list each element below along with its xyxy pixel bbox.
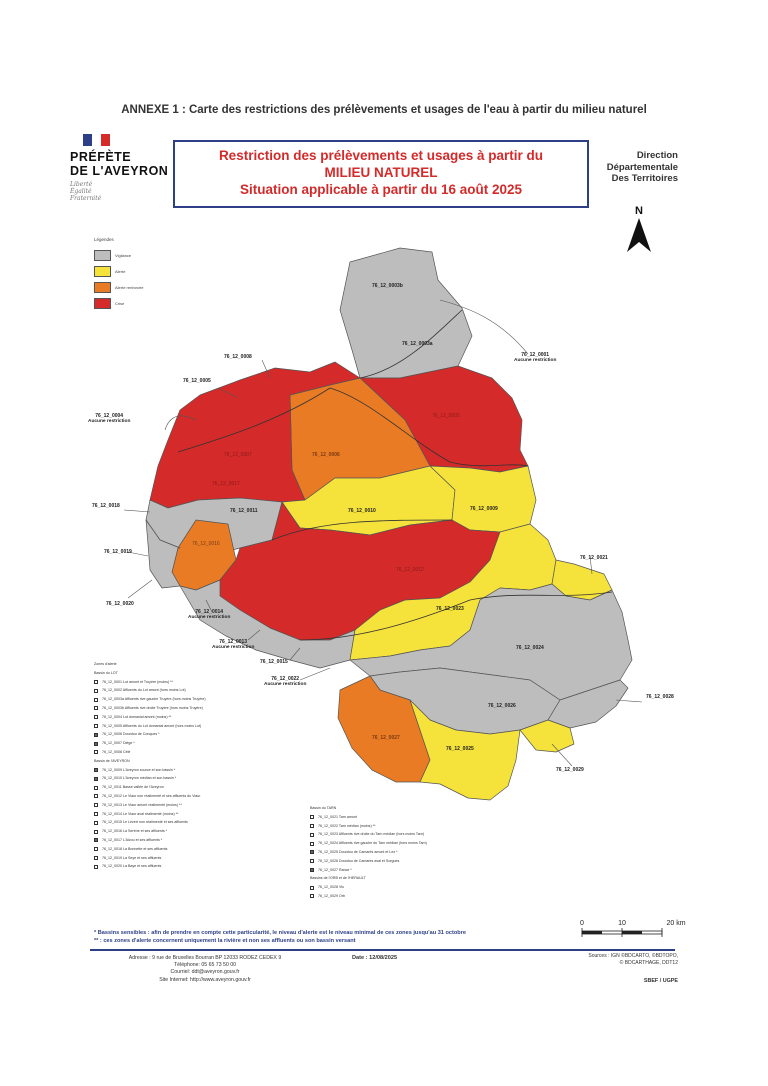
zone-label-0012: 76_12_0012 bbox=[396, 567, 424, 573]
list-item bbox=[94, 845, 314, 854]
zone-checkbox[interactable] bbox=[310, 833, 314, 837]
zone-item-text: 76_12_0022 Tarn médian (moins) ** bbox=[318, 823, 376, 828]
zone-code: 76_12_0013 bbox=[219, 639, 248, 645]
zone-checkbox[interactable] bbox=[94, 706, 98, 710]
zone-checkbox[interactable] bbox=[310, 868, 314, 872]
zone-code: 76_12_0014 bbox=[195, 609, 224, 615]
list-item bbox=[94, 704, 314, 713]
logo-line-1: PRÉFÈTE bbox=[70, 150, 132, 164]
zone-code: 76_12_0004 bbox=[95, 413, 124, 419]
direction-line-2: Départementale bbox=[606, 161, 678, 173]
zone-checkbox[interactable] bbox=[94, 698, 98, 702]
zone-note: Aucune restriction bbox=[264, 682, 307, 687]
zone-checkbox[interactable] bbox=[310, 815, 314, 819]
list-item bbox=[94, 686, 314, 695]
zone-0003-area bbox=[340, 248, 472, 378]
footer-website[interactable]: Site Internet: http://www.aveyron.gouv.fr bbox=[159, 976, 251, 983]
zone-label-0029: 76_12_0029 bbox=[556, 767, 584, 773]
sources-line-2: © BDCARTHAGE, DDT12 bbox=[619, 959, 678, 966]
zone-item-text: 76_12_0027 Rance * bbox=[318, 867, 352, 872]
zone-label-0004 bbox=[88, 413, 130, 425]
legend-swatch bbox=[94, 298, 111, 309]
zone-checkbox[interactable] bbox=[310, 850, 314, 854]
zone-checkbox[interactable] bbox=[94, 768, 98, 772]
zone-label-0010: 76_12_0010 bbox=[348, 508, 376, 514]
zone-checkbox[interactable] bbox=[94, 724, 98, 728]
zone-label-0003b: 76_12_0003b bbox=[372, 283, 403, 289]
footer-service: SBEF / UGPE bbox=[643, 978, 678, 984]
motto-egalite: Égalité bbox=[70, 188, 92, 195]
list-item bbox=[94, 862, 314, 871]
legend-swatch bbox=[94, 282, 111, 293]
zone-item-text: 76_12_0014 Le Viaur aval réalimenté (moins) ** bbox=[102, 811, 179, 816]
zone-item-text: 76_12_0024 Affluents rive gauche du Tarn médian (hors moins Tarn) bbox=[318, 841, 427, 846]
list-item bbox=[94, 792, 314, 801]
zone-label-0024: 76_12_0024 bbox=[516, 645, 544, 651]
north-label: N bbox=[635, 205, 643, 217]
scale-bar bbox=[578, 918, 690, 948]
zone-label-0016: 76_12_0016 bbox=[192, 541, 220, 547]
zone-item-text: 76_12_0025 Dourdou de Camarès amont et Lez * bbox=[318, 849, 398, 854]
list-item bbox=[94, 695, 314, 704]
footnote-sensitive-basins: * Bassins sensibles : afin de prendre en compte cette particularité, le niveau d'alerte est le niveau minimal de ces zones jusqu'au 31 octobre bbox=[94, 930, 466, 936]
zone-item-text: 76_12_0016 La Serène et ses affluents * bbox=[102, 829, 168, 834]
legend-swatch bbox=[94, 250, 111, 261]
list-item bbox=[310, 848, 530, 857]
zone-label-0013 bbox=[212, 639, 254, 651]
zone-checkbox[interactable] bbox=[94, 786, 98, 790]
zone-item-text: 76_12_0007 Diège * bbox=[102, 741, 135, 746]
list-item bbox=[310, 892, 530, 901]
list-item bbox=[310, 866, 530, 875]
list-item bbox=[94, 766, 314, 775]
zone-item-text: 76_12_0003a Affluents rive gauche Truyère (hors moins Truyère) bbox=[102, 697, 206, 702]
zone-checkbox[interactable] bbox=[94, 733, 98, 737]
zone-item-text: 76_12_0029 Orb bbox=[318, 893, 345, 898]
zone-label-0020: 76_12_0020 bbox=[106, 601, 134, 607]
zone-checkbox[interactable] bbox=[94, 847, 98, 851]
zone-label-0008: 76_12_0008 bbox=[224, 354, 252, 360]
zone-item-text: 76_12_0023 Affluents rive droite du Tarn médian (hors moins Tarn) bbox=[318, 832, 425, 837]
zone-item-text: 76_12_0019 La Seye et ses affluents bbox=[102, 855, 162, 860]
list-item bbox=[94, 818, 314, 827]
zone-note: Aucune restriction bbox=[514, 358, 557, 363]
zone-checkbox[interactable] bbox=[94, 750, 98, 754]
legend-label: Alerte renforcée bbox=[115, 285, 144, 290]
list-item bbox=[310, 813, 530, 822]
direction-line-3: Des Territoires bbox=[611, 173, 678, 184]
zone-label-0018: 76_12_0018 bbox=[92, 503, 120, 509]
legend-item-vigilance bbox=[94, 250, 164, 261]
zone-label-0025: 76_12_0025 bbox=[446, 746, 474, 752]
map-legend bbox=[94, 237, 164, 314]
footnote-river-only: ** : ces zones d'alerte concernent uniquement la rivière et non ses affluents ou son bassin versant bbox=[94, 938, 356, 944]
zone-checkbox[interactable] bbox=[94, 794, 98, 798]
zone-label-0003a: 76_12_0003a bbox=[402, 341, 433, 347]
zone-checkbox[interactable] bbox=[94, 838, 98, 842]
legend-item-alerte-renforcee bbox=[94, 282, 164, 293]
group-title-lot: Bassin du LOT bbox=[94, 670, 118, 675]
zone-code: 76_12_0022 bbox=[271, 676, 300, 682]
footer-email[interactable]: Courriel: ddt@aveyron.gouv.fr bbox=[170, 969, 240, 976]
direction-line-1: Direction bbox=[636, 150, 678, 161]
zone-label-0015: 76_12_0015 bbox=[260, 659, 288, 665]
footer-sources bbox=[520, 953, 678, 966]
zone-item-text: 76_12_0008 Célé bbox=[102, 749, 131, 754]
list-item bbox=[310, 857, 530, 866]
zone-item-text: 76_12_0018 La Bonnette et ses affluents bbox=[102, 846, 168, 851]
zone-label-0023: 76_12_0023 bbox=[436, 606, 464, 612]
zone-item-text: 76_12_0020 La Baye et ses affluents bbox=[102, 864, 162, 869]
zone-checkbox[interactable] bbox=[94, 803, 98, 807]
zone-label-0019: 76_12_0019 bbox=[104, 549, 132, 555]
zone-checkbox[interactable] bbox=[94, 821, 98, 825]
footnotes bbox=[94, 929, 584, 945]
zone-item-text: 76_12_0003b Affluents rive droite Truyère (hors moins Truyère) bbox=[102, 705, 203, 710]
zone-checkbox[interactable] bbox=[94, 715, 98, 719]
list-item bbox=[310, 883, 530, 892]
zone-note: Aucune restriction bbox=[88, 419, 131, 424]
zone-item-text: 76_12_0013 Le Viaur amont réalimenté (moins) ** bbox=[102, 802, 182, 807]
zone-checkbox[interactable] bbox=[94, 777, 98, 781]
list-item bbox=[94, 810, 314, 819]
zone-checkbox[interactable] bbox=[94, 680, 98, 684]
legend-label: Crise bbox=[115, 301, 125, 306]
zone-item-text: 76_12_0005 Affluents du Lot domanial amont (hors moins Lot) bbox=[102, 723, 202, 728]
footer-phone: Téléphone: 05 65 73 50 00 bbox=[173, 962, 236, 969]
scale-tick-0: 0 bbox=[580, 920, 584, 927]
zone-label-0021: 76_12_0021 bbox=[580, 555, 608, 561]
zone-label-0027: 76_12_0027 bbox=[372, 735, 400, 741]
footer-date: Date : 12/08/2025 bbox=[352, 955, 398, 961]
zone-item-text: 76_12_0002 Affluents du Lot amont (hors moins Lot) bbox=[102, 688, 186, 693]
zone-label-0014 bbox=[188, 609, 230, 621]
sources-line-1: Sources : IGN ©BDCARTO, ©BDTOPO, bbox=[588, 953, 678, 959]
zone-note: Aucune restriction bbox=[212, 645, 255, 650]
list-item bbox=[310, 822, 530, 831]
group-title-orb-herault: Bassins de l'ORB et de l'HERAULT bbox=[310, 876, 366, 881]
zone-checkbox[interactable] bbox=[310, 894, 314, 898]
list-item bbox=[94, 783, 314, 792]
list-item bbox=[310, 839, 530, 848]
scale-tick-20: 20 km bbox=[666, 920, 686, 927]
legend-label: Alerte bbox=[115, 269, 126, 274]
list-item bbox=[94, 748, 314, 757]
list-item bbox=[94, 730, 314, 739]
legend-swatch bbox=[94, 266, 111, 277]
footer-divider bbox=[90, 949, 675, 951]
zone-label-0005: 76_12_0005 bbox=[183, 378, 211, 384]
zone-label-0002: 76_12_0002 bbox=[432, 413, 460, 419]
zone-item-text: 76_12_0010 L'Aveyron médian et son bassin * bbox=[102, 776, 177, 781]
list-item bbox=[94, 836, 314, 845]
zone-label-0001 bbox=[514, 352, 556, 364]
zone-checkbox[interactable] bbox=[310, 824, 314, 828]
zone-item-text: 76_12_0006 Dourdou de Conques * bbox=[102, 732, 160, 737]
title-line-3: Situation applicable à partir du 16 août 2025 bbox=[239, 182, 523, 197]
list-item bbox=[94, 739, 314, 748]
legend-item-alerte bbox=[94, 266, 164, 277]
zone-checkbox[interactable] bbox=[94, 812, 98, 816]
list-item bbox=[94, 827, 314, 836]
list-item bbox=[94, 774, 314, 783]
zone-label-0011: 76_12_0011 bbox=[230, 508, 258, 514]
zone-item-text: 76_12_0015 Le Lézert non réalimenté et ses affluents bbox=[102, 820, 188, 825]
zones-list-header: Zones d'alerte bbox=[94, 662, 117, 666]
zone-label-0017: 76_12_0017 bbox=[212, 481, 240, 487]
annex-title: ANNEXE 1 : Carte des restrictions des prélèvements et usages de l'eau à partir du milieu naturel bbox=[121, 104, 647, 116]
zone-checkbox[interactable] bbox=[94, 742, 98, 746]
list-item bbox=[94, 713, 314, 722]
group-title-aveyron: Bassin de l'AVEYRON bbox=[94, 758, 130, 763]
zone-label-0006: 76_12_0006 bbox=[312, 452, 340, 458]
zones-list-right bbox=[310, 804, 530, 901]
list-item bbox=[94, 722, 314, 731]
zone-checkbox[interactable] bbox=[94, 830, 98, 834]
logo-line-2: DE L'AVEYRON bbox=[70, 164, 169, 178]
legend-label: Vigilance bbox=[115, 253, 132, 258]
zone-checkbox[interactable] bbox=[310, 859, 314, 863]
group-title-tarn: Bassin du TARN bbox=[310, 806, 337, 810]
footer-address: Adresse : 9 rue de Bruxelles Bourran BP 12033 RODEZ CEDEX 9 bbox=[128, 955, 282, 961]
zone-item-text: 76_12_0021 Tarn amont bbox=[318, 814, 357, 819]
zone-label-0007: 76_12_0007 bbox=[224, 452, 252, 458]
zone-checkbox[interactable] bbox=[310, 842, 314, 846]
zone-item-text: 76_12_0028 Vis bbox=[318, 885, 344, 890]
zone-checkbox[interactable] bbox=[94, 856, 98, 860]
zone-item-text: 76_12_0001 Lot amont et Truyère (moins) ** bbox=[102, 679, 173, 684]
list-item bbox=[94, 801, 314, 810]
motto-fraternite: Fraternité bbox=[70, 195, 102, 202]
legend-title: Légendes bbox=[94, 237, 114, 242]
zone-checkbox[interactable] bbox=[94, 689, 98, 693]
zone-item-text: 76_12_0011 Basse vallée de l'Aveyron bbox=[102, 785, 164, 790]
zones-list-left bbox=[94, 660, 314, 871]
motto-liberte: Liberté bbox=[70, 181, 93, 188]
zone-item-text: 76_12_0017 L'Alzou et ses affluents * bbox=[102, 837, 163, 842]
zone-item-text: 76_12_0012 Le Viaur non réalimenté et ses affluents du Viaur bbox=[102, 793, 201, 798]
zone-label-0028: 76_12_0028 bbox=[646, 694, 674, 700]
zone-label-0009: 76_12_0009 bbox=[470, 506, 498, 512]
list-item bbox=[94, 678, 314, 687]
zone-checkbox[interactable] bbox=[94, 865, 98, 869]
zone-code: 76_12_0001 bbox=[521, 352, 550, 358]
zone-item-text: 76_12_0009 L'Aveyron source et son bassin * bbox=[102, 767, 176, 772]
list-item bbox=[310, 830, 530, 839]
legend-item-crise bbox=[94, 298, 164, 309]
scale-tick-10: 10 bbox=[618, 920, 626, 927]
zone-note: Aucune restriction bbox=[188, 615, 231, 620]
title-line-1: Restriction des prélèvements et usages à partir du bbox=[218, 148, 544, 163]
list-item bbox=[94, 854, 314, 863]
zone-item-text: 76_12_0026 Dourdou de Camarès aval et Sorgues bbox=[318, 858, 400, 863]
zone-item-text: 76_12_0004 Lot domanial amont (moins) ** bbox=[102, 714, 172, 719]
title-line-2: MILIEU NATUREL bbox=[324, 165, 438, 180]
footer-address-block bbox=[90, 955, 320, 984]
zone-checkbox[interactable] bbox=[310, 886, 314, 890]
zone-label-0026: 76_12_0026 bbox=[488, 703, 516, 709]
